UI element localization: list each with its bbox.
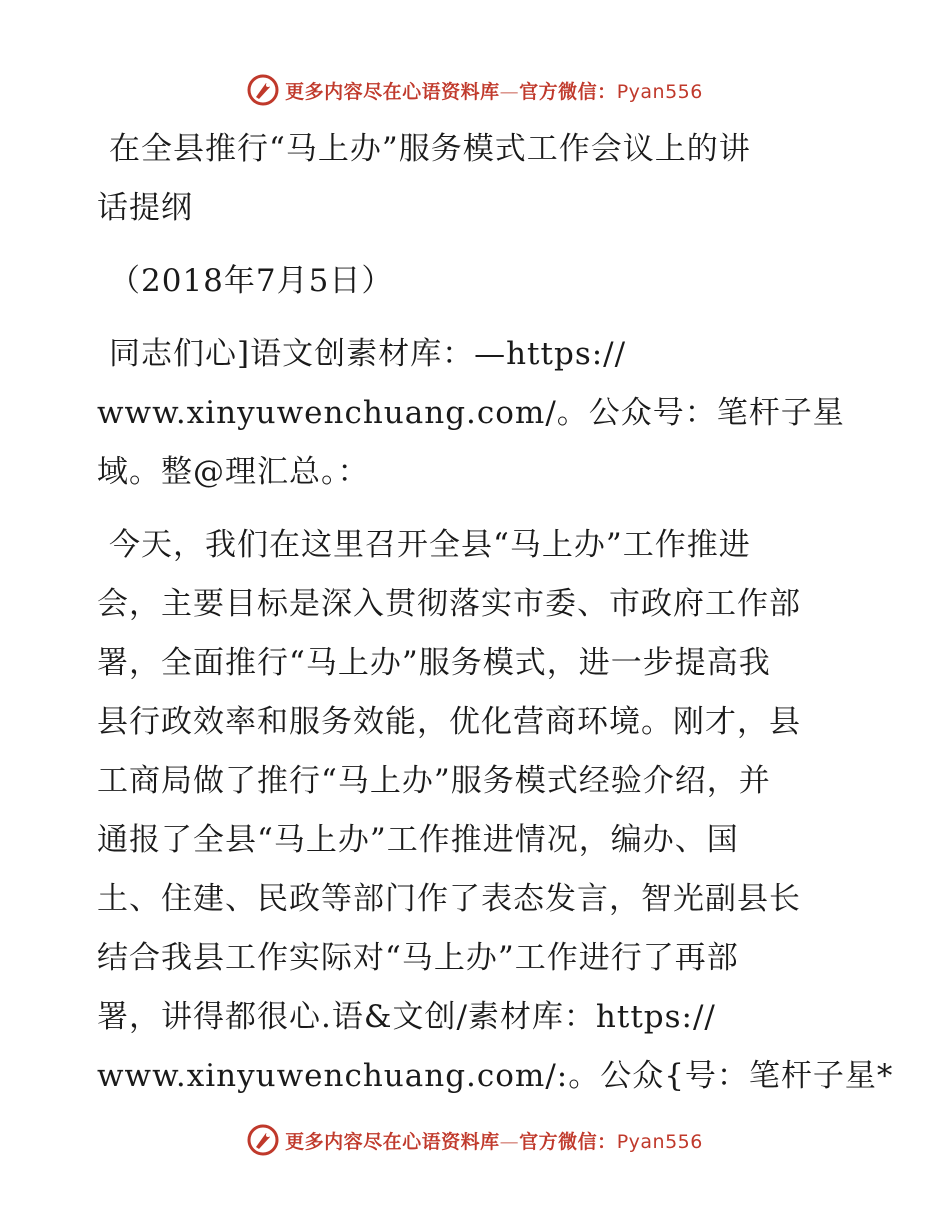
document-title [97, 120, 857, 238]
text-line: 今天，我们在这里召开全县“马上办”工作推进 [109, 527, 751, 563]
text-line: 同志们心]语文创素材库：—https:// [109, 336, 627, 372]
text-line: 域。整@理汇总。： [97, 454, 370, 490]
watermark-text: 更多内容尽在心语资料库—官方微信：Pyan556 [285, 80, 703, 103]
text-line: 工商局做了推行“马上办”服务模式经验介绍，并 [97, 763, 771, 799]
document-body [97, 120, 894, 1106]
text-line: 县行政效率和服务效能，优化营商环境。刚才，县 [97, 704, 801, 740]
header-watermark [0, 70, 950, 110]
title-line: 在全县推行“马上办”服务模式工作会议上的讲 [109, 131, 751, 167]
pen-nib-logo-icon [247, 74, 279, 106]
title-line: 话提纲 [97, 190, 193, 226]
footer-watermark [0, 1120, 950, 1160]
paragraph-body [97, 516, 894, 1106]
document-date: （2018年7月5日） [109, 263, 394, 299]
text-line: 土、住建、民政等部门作了表态发言，智光副县长 [97, 881, 801, 917]
pen-nib-logo-icon [247, 1124, 279, 1156]
text-line: www.xinyuwenchuang.com/。公众号：笔杆子星 [97, 395, 845, 431]
paragraph-greeting [97, 325, 857, 502]
text-line: 通报了全县“马上办”工作推进情况，编办、国 [97, 822, 739, 858]
watermark-text: 更多内容尽在心语资料库—官方微信：Pyan556 [285, 1130, 703, 1153]
text-line: 会，主要目标是深入贯彻落实市委、市政府工作部 [97, 586, 801, 622]
text-line: 署，全面推行“马上办”服务模式，进一步提高我 [97, 645, 771, 681]
text-line: 结合我县工作实际对“马上办”工作进行了再部 [97, 940, 739, 976]
text-line: 署，讲得都很心.语&文创/素材库：https:// [97, 999, 716, 1035]
text-line: www.xinyuwenchuang.com/:。公众{号：笔杆子星* [97, 1058, 894, 1094]
